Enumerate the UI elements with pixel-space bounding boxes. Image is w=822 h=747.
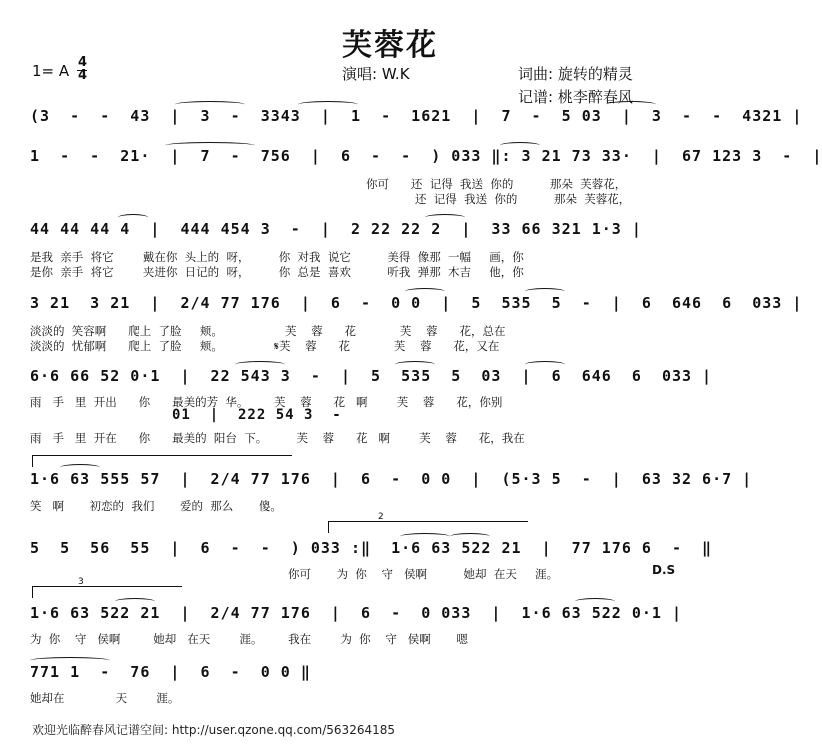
score-row-4: 3 21 3 21 | 2/4 77 176 | 6 - 0 0 | 5 535 5 - | 6 646 6 033 |: [30, 294, 803, 312]
slur: [405, 288, 445, 295]
score-row-7: 5 5 56 55 | 6 - - ) 033 :‖ 1·6 63 522 21 | 77 176 6 - ‖: [30, 539, 713, 557]
key-signature: 1= A: [32, 62, 70, 80]
lyric-line-1: 你可 为 你 守 侯啊 她却 在天 涯。: [288, 567, 559, 581]
lyric-line-2: 是你 亲手 将它 夹进你 日记的 呀， 你 总是 喜欢 听我 弹那 木吉 他，你: [30, 265, 524, 279]
alternate-phrase: 01 | 222 54 3 -: [172, 407, 342, 423]
slur: [235, 361, 285, 368]
lyricist-credit: 词曲: 旋转的精灵: [518, 65, 633, 83]
slur: [115, 598, 155, 605]
score-row-9: 771 1 - 76 | 6 - 0 0 ‖: [30, 663, 311, 681]
score-row-6: 1·6 63 555 57 | 2/4 77 176 | 6 - 0 0 | (5·3 5 - | 63 32 6·7 |: [30, 470, 753, 488]
slur: [395, 361, 435, 368]
slur: [400, 533, 450, 540]
dal-segno-mark: D.S: [652, 563, 676, 577]
score-row-8: 1·6 63 522 21 | 2/4 77 176 | 6 - 0 033 | 1·6 63 522 0·1 |: [30, 604, 682, 622]
volta-bracket: [328, 521, 528, 522]
slur: [60, 464, 100, 471]
score-row-3: 44 44 44 4 | 444 454 3 - | 2 22 22 2 | 33 66 321 1·3 |: [30, 220, 642, 238]
slur: [606, 101, 656, 108]
lyric-line-2: 还 记得 我送 你的 那朵 芙蓉花，: [415, 192, 631, 206]
lyric-line-2: 雨 手 里 开在 你 最美的 阳台 下。 芙 蓉 花 啊 芙 蓉 花，我在: [30, 431, 525, 445]
volta-number: 3: [78, 577, 84, 587]
lyric-line-1: 你可 还 记得 我送 你的 那朵 芙蓉花，: [366, 177, 627, 191]
singer-credit: 演唱: W.K: [342, 65, 410, 83]
slur: [175, 101, 245, 108]
lyric-line-1: 为 你 守 侯啊 她却 在天 涯。 我在 为 你 守 侯啊 嗯: [30, 632, 468, 646]
volta-bracket-edge: [328, 521, 329, 533]
repeat-bracket-edge: [32, 455, 33, 467]
slur: [525, 288, 565, 295]
slur: [298, 101, 358, 108]
score-row-1: (3 - - 43 | 3 - 3343 | 1 - 1621 | 7 - 5 03 | 3 - - 4321 |: [30, 107, 803, 125]
score-row-2: 1 - - 21· | 7 - 756 | 6 - - ) 033 ‖: 3 21 73 33· | 67 123 3 - |: [30, 147, 822, 165]
page-title: 芙蓉花: [342, 28, 438, 63]
slur: [118, 214, 148, 221]
slur: [425, 214, 465, 221]
volta-number: 2: [378, 512, 384, 522]
slur: [30, 657, 110, 664]
time-signature-bottom: 4: [78, 68, 88, 83]
lyric-line-1: 笑 啊 初恋的 我们 爱的 那么 傻。: [30, 499, 282, 513]
lyric-line-1: 是我 亲手 将它 戴在你 头上的 呀， 你 对我 说它 美得 像那 一幅 画，你: [30, 250, 524, 264]
footer-text: 欢迎光临醉春风记谱空间: http://user.qzone.qq.com/563264185: [32, 723, 396, 737]
slur: [165, 142, 255, 149]
slur: [575, 598, 615, 605]
volta-bracket: [32, 586, 182, 587]
lyric-line-2: 淡淡的 忧郁啊 爬上 了脸 颊。 𝄋芙 蓉 花 芙 蓉 花，又在: [30, 339, 500, 353]
slur: [500, 142, 540, 149]
repeat-bracket: [32, 455, 292, 456]
score-row-5: 6·6 66 52 0·1 | 22 543 3 - | 5 535 5 03 | 6 646 6 033 |: [30, 367, 713, 385]
lyric-line-1: 雨 手 里 开出 你 最美的芳 华。 芙 蓉 花 啊 芙 蓉 花，你别: [30, 395, 503, 409]
lyric-line-1: 她却在 天 涯。: [30, 691, 180, 705]
lyric-line-1: 淡淡的 笑容啊 爬上 了脸 颊。 芙 蓉 花 芙 蓉 花，总在: [30, 324, 506, 338]
transcriber-credit: 记谱: 桃李醉春风: [518, 88, 633, 106]
slur: [450, 533, 490, 540]
time-signature-top: 4: [78, 55, 88, 70]
volta-bracket-edge: [32, 586, 33, 598]
slur: [525, 361, 565, 368]
